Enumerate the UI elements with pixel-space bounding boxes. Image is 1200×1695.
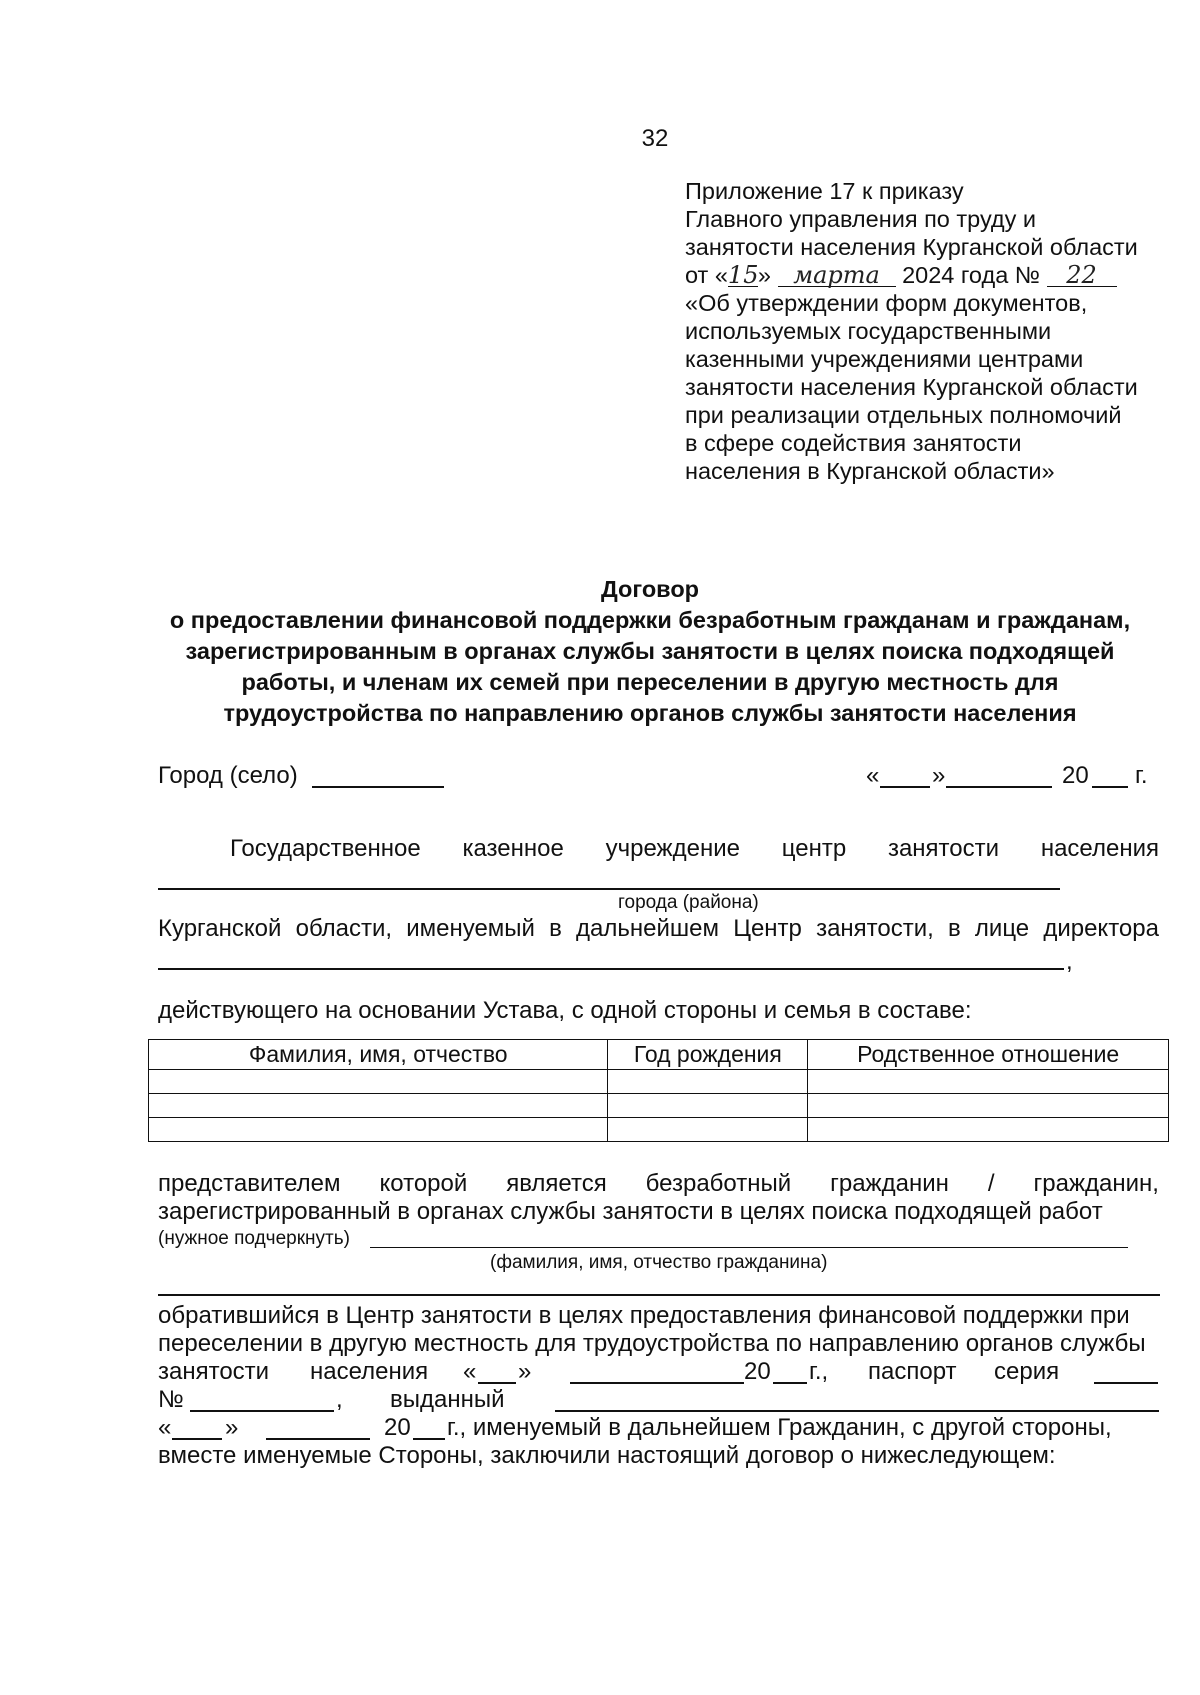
citizen-name-field-continued[interactable] <box>158 1294 1160 1296</box>
appendix-line: населения в Курганской области» <box>685 458 1055 484</box>
word: является <box>506 1170 607 1197</box>
word: казенное <box>462 835 564 862</box>
appendix-line: при реализации отдельных полномочий <box>685 402 1122 428</box>
table-row <box>149 1070 1169 1094</box>
header-birth-year: Год рождения <box>608 1040 808 1070</box>
table-cell[interactable] <box>608 1118 808 1142</box>
table-cell[interactable] <box>149 1118 608 1142</box>
table-cell[interactable] <box>149 1094 608 1118</box>
name-caption: (фамилия, имя, отчество гражданина) <box>490 1252 828 1273</box>
title-line: трудоустройства по направлению органов службы занятости населения <box>223 700 1077 726</box>
comma: , <box>1066 948 1073 975</box>
center-city-field[interactable] <box>158 888 1060 890</box>
handwritten-month: марта <box>778 264 896 287</box>
table-cell[interactable] <box>608 1094 808 1118</box>
word: населения <box>1040 835 1159 862</box>
word: » <box>225 1414 239 1441</box>
date-open-quote: « <box>866 762 880 789</box>
handwritten-order-number: 22 <box>1047 264 1117 287</box>
table-row <box>149 1118 1169 1142</box>
issue-date-day-field[interactable] <box>172 1438 222 1440</box>
word: » <box>518 1358 532 1385</box>
table-header-row <box>149 1040 1169 1070</box>
word: паспорт <box>868 1358 957 1385</box>
year-prefix: 20 <box>1062 762 1089 789</box>
table-cell[interactable] <box>149 1070 608 1094</box>
date-mid: » <box>757 262 771 288</box>
word: директора <box>1043 915 1159 942</box>
citizen-name-field[interactable] <box>370 1247 1128 1248</box>
word: безработный <box>645 1170 792 1197</box>
city-field[interactable] <box>312 786 444 788</box>
appendix-line: используемых государственными <box>685 318 1052 344</box>
p2-line1 <box>158 1170 1159 1198</box>
word: дальнейшем <box>576 915 720 942</box>
issue-date-month-field[interactable] <box>266 1438 370 1440</box>
word: « <box>463 1358 477 1385</box>
date-prefix: от « <box>685 262 728 288</box>
table-cell[interactable] <box>808 1118 1169 1142</box>
word: Курганской <box>158 915 282 942</box>
word: населения <box>310 1358 429 1385</box>
word: , <box>336 1386 343 1413</box>
year-suffix: г. <box>1135 762 1148 789</box>
header-full-name: Фамилия, имя, отчество <box>149 1040 608 1070</box>
word: серия <box>994 1358 1060 1385</box>
city-caption: города (района) <box>618 892 759 913</box>
word: 20 <box>744 1358 771 1385</box>
title-line: зарегистрированным в органах службы занятости в целях поиска подходящей <box>185 638 1115 664</box>
passport-issued-by-field[interactable] <box>555 1410 1159 1412</box>
p3-line6: вместе именуемые Стороны, заключили настоящий договор о нижеследующем: <box>158 1442 1056 1469</box>
appendix-line: Главного управления по труду и <box>685 206 1037 232</box>
date-close-quote: » <box>932 762 946 789</box>
word: г., <box>809 1358 829 1385</box>
table-row <box>149 1094 1169 1118</box>
appendix-line: «Об утверждении форм документов, <box>685 290 1088 316</box>
title-line: работы, и членам их семей при переселении в другую местность для <box>241 669 1059 695</box>
table-cell[interactable] <box>808 1070 1169 1094</box>
handwritten-day: 15 <box>727 261 759 289</box>
word: 20 <box>384 1414 411 1441</box>
header-relationship: Родственное отношение <box>808 1040 1169 1070</box>
word: представителем <box>158 1170 341 1197</box>
underline-note: (нужное подчеркнуть) <box>158 1228 350 1249</box>
family-table <box>148 1039 1169 1142</box>
word: гражданин, <box>1033 1170 1159 1197</box>
title-line: о предоставлении финансовой поддержки безработным гражданам и гражданам, <box>169 607 1131 633</box>
appendix-date-line <box>685 261 1117 289</box>
word: в <box>549 915 562 942</box>
word: именуемый <box>406 915 535 942</box>
word: занятости <box>158 1358 270 1385</box>
word: / <box>987 1170 995 1197</box>
appendix-line: занятости населения Курганской области <box>685 234 1138 260</box>
word: Центр <box>733 915 802 942</box>
word: в <box>947 915 961 942</box>
issue-date-year-field[interactable] <box>413 1438 445 1440</box>
word: г., именуемый в дальнейшем Гражданин, с другой стороны, <box>447 1414 1112 1441</box>
word: учреждение <box>605 835 740 862</box>
passport-date-year-field[interactable] <box>773 1382 807 1384</box>
passport-series-field[interactable] <box>1094 1382 1158 1384</box>
passport-date-day-field[interactable] <box>478 1382 516 1384</box>
word: гражданин <box>830 1170 949 1197</box>
table-cell[interactable] <box>808 1094 1169 1118</box>
p2-line2: зарегистрированный в органах службы занятости в целях поиска подходящей работ <box>158 1198 1103 1225</box>
appendix-line: в сфере содействия занятости <box>685 430 1022 456</box>
word: которой <box>379 1170 468 1197</box>
word: центр <box>781 835 847 862</box>
p1-line2 <box>158 915 1159 943</box>
date-day-field[interactable] <box>880 786 930 788</box>
city-label: Город (село) <box>158 762 298 789</box>
word: лице <box>974 915 1030 942</box>
p1-line1 <box>230 835 1159 863</box>
director-name-field[interactable] <box>158 968 1064 970</box>
appendix-line: Приложение 17 к приказу <box>685 178 964 204</box>
p3-line2: переселении в другую местность для трудоустройства по направлению органов службы <box>158 1330 1146 1357</box>
p3-line1: обратившийся в Центр занятости в целях предоставления финансовой поддержки при <box>158 1302 1130 1329</box>
word: выданный <box>390 1386 505 1413</box>
page-number: 32 <box>641 125 669 152</box>
date-year-text: 2024 года № <box>902 262 1040 288</box>
word: области, <box>295 915 393 942</box>
word: № <box>158 1386 184 1413</box>
date-year-field[interactable] <box>1092 786 1128 788</box>
table-cell[interactable] <box>608 1070 808 1094</box>
appendix-line: занятости населения Курганской области <box>685 374 1138 400</box>
title-line: Договор <box>600 576 700 602</box>
word: Государственное <box>230 835 421 862</box>
word: занятости <box>887 835 1000 862</box>
passport-date-month-field[interactable] <box>570 1382 744 1384</box>
word: занятости, <box>816 915 934 942</box>
passport-number-field[interactable] <box>190 1410 334 1412</box>
appendix-line: казенными учреждениями центрами <box>685 346 1084 372</box>
word: « <box>158 1414 172 1441</box>
date-month-field[interactable] <box>946 786 1052 788</box>
p1-line3: действующего на основании Устава, с одной стороны и семья в составе: <box>158 997 972 1024</box>
